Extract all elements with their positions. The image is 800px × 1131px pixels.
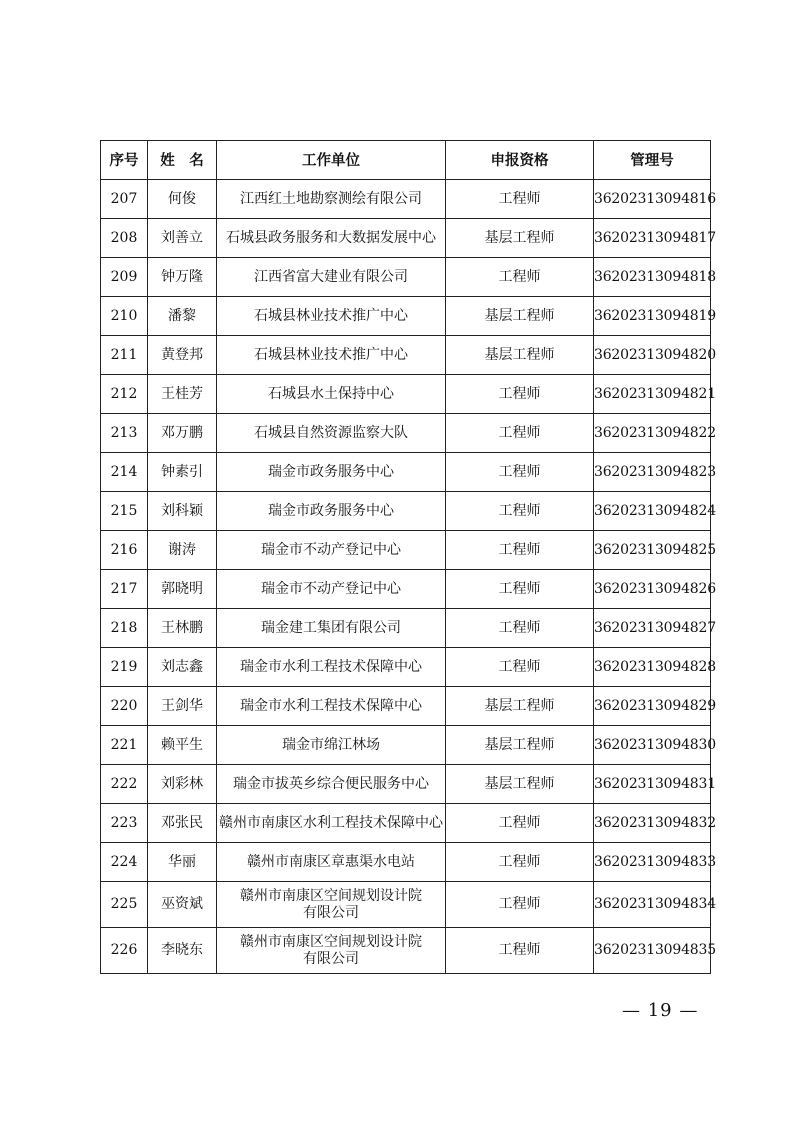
unit-line: 石城县政务服务和大数据发展中心 [226,229,436,246]
seq-cell: 211 [101,336,148,375]
table-header-row [101,141,711,180]
unit-cell [217,375,446,414]
unit-line: 瑞金市绵江林场 [282,736,380,753]
seq-cell: 226 [101,928,148,974]
table-row [101,843,711,882]
unit-cell [217,336,446,375]
name-cell: 谢涛 [148,531,217,570]
unit-line: 赣州市南康区空间规划设计院 [240,933,422,950]
qualification-cell: 工程师 [446,570,594,609]
id-cell: 36202313094828 [594,648,711,687]
qualification-cell: 工程师 [446,492,594,531]
unit-line: 江西省富大建业有限公司 [254,268,408,285]
name-cell: 邓张民 [148,804,217,843]
qualification-cell: 工程师 [446,258,594,297]
unit-line: 瑞金市拔英乡综合便民服务中心 [233,775,429,792]
table-row [101,414,711,453]
name-cell: 刘科颖 [148,492,217,531]
qualification-cell: 工程师 [446,375,594,414]
table-row [101,219,711,258]
name-cell: 邓万鹏 [148,414,217,453]
unit-line: 有限公司 [303,950,359,967]
unit-cell [217,453,446,492]
id-cell: 36202313094825 [594,531,711,570]
qualification-cell: 基层工程师 [446,687,594,726]
unit-cell [217,687,446,726]
name-cell: 赖平生 [148,726,217,765]
id-cell: 36202313094829 [594,687,711,726]
seq-cell: 218 [101,609,148,648]
qualification-cell: 工程师 [446,414,594,453]
id-cell: 36202313094823 [594,453,711,492]
seq-cell: 224 [101,843,148,882]
unit-line: 石城县林业技术推广中心 [254,307,408,324]
qualification-cell: 工程师 [446,531,594,570]
id-cell: 36202313094832 [594,804,711,843]
unit-cell [217,726,446,765]
unit-line: 瑞金市政务服务中心 [268,502,394,519]
seq-cell: 225 [101,882,148,928]
unit-line: 石城县水土保持中心 [268,385,394,402]
header-unit: 工作单位 [217,141,446,180]
id-cell: 36202313094816 [594,180,711,219]
seq-cell: 223 [101,804,148,843]
id-cell: 36202313094835 [594,928,711,974]
name-cell: 黄登邦 [148,336,217,375]
unit-line: 赣州市南康区章惠渠水电站 [247,853,415,870]
unit-cell [217,414,446,453]
name-cell: 王林鹏 [148,609,217,648]
header-name: 姓 名 [148,141,217,180]
id-cell: 36202313094826 [594,570,711,609]
table-row [101,336,711,375]
table-row [101,180,711,219]
seq-cell: 212 [101,375,148,414]
name-cell: 刘彩林 [148,765,217,804]
unit-line: 瑞金市政务服务中心 [268,463,394,480]
unit-cell [217,570,446,609]
unit-cell [217,180,446,219]
name-cell: 郭晓明 [148,570,217,609]
table-row [101,882,711,928]
seq-cell: 208 [101,219,148,258]
unit-line: 瑞金建工集团有限公司 [261,619,401,636]
unit-cell [217,765,446,804]
unit-cell [217,297,446,336]
table-body [101,180,716,974]
seq-cell: 207 [101,180,148,219]
table-row [101,570,711,609]
name-cell: 钟万隆 [148,258,217,297]
unit-line: 江西红土地勘察测绘有限公司 [240,190,422,207]
table-row [101,928,711,974]
table-row [101,375,711,414]
unit-cell [217,258,446,297]
name-cell: 王剑华 [148,687,217,726]
unit-line: 有限公司 [303,904,359,921]
name-cell: 何俊 [148,180,217,219]
seq-cell: 216 [101,531,148,570]
qualification-cell: 工程师 [446,928,594,974]
qualification-cell: 工程师 [446,180,594,219]
qualification-cell: 基层工程师 [446,336,594,375]
qualification-cell: 工程师 [446,648,594,687]
id-cell: 36202313094831 [594,765,711,804]
seq-cell: 222 [101,765,148,804]
id-cell: 36202313094822 [594,414,711,453]
unit-cell [217,648,446,687]
seq-cell: 214 [101,453,148,492]
qualification-cell: 工程师 [446,882,594,928]
roster-table [100,140,716,974]
id-cell: 36202313094834 [594,882,711,928]
unit-line: 瑞金市不动产登记中心 [261,580,401,597]
qualification-cell: 基层工程师 [446,765,594,804]
seq-cell: 217 [101,570,148,609]
unit-cell [217,219,446,258]
unit-line: 石城县林业技术推广中心 [254,346,408,363]
id-cell: 36202313094821 [594,375,711,414]
name-cell: 刘善立 [148,219,217,258]
table-row [101,297,711,336]
qualification-cell: 工程师 [446,453,594,492]
id-cell: 36202313094817 [594,219,711,258]
unit-cell [217,882,446,928]
qualification-cell: 基层工程师 [446,297,594,336]
unit-cell [217,928,446,974]
qualification-cell: 工程师 [446,843,594,882]
id-cell: 36202313094819 [594,297,711,336]
name-cell: 潘黎 [148,297,217,336]
name-cell: 李晓东 [148,928,217,974]
unit-cell [217,804,446,843]
seq-cell: 219 [101,648,148,687]
unit-cell [217,492,446,531]
unit-cell [217,609,446,648]
table-row [101,609,711,648]
seq-cell: 215 [101,492,148,531]
seq-cell: 213 [101,414,148,453]
unit-line: 石城县自然资源监察大队 [254,424,408,441]
seq-cell: 210 [101,297,148,336]
qualification-cell: 工程师 [446,609,594,648]
table-row [101,648,711,687]
id-cell: 36202313094827 [594,609,711,648]
unit-line: 瑞金市水利工程技术保障中心 [240,658,422,675]
seq-cell: 221 [101,726,148,765]
id-cell: 36202313094833 [594,843,711,882]
table-row [101,765,711,804]
qualification-cell: 基层工程师 [446,726,594,765]
table-row [101,453,711,492]
qualification-cell: 基层工程师 [446,219,594,258]
table-row [101,258,711,297]
header-qualification: 申报资格 [446,141,594,180]
unit-cell [217,843,446,882]
header-id: 管理号 [594,141,711,180]
unit-line: 瑞金市不动产登记中心 [261,541,401,558]
table-row [101,726,711,765]
table-row [101,804,711,843]
name-cell: 刘志鑫 [148,648,217,687]
seq-cell: 220 [101,687,148,726]
name-cell: 钟素引 [148,453,217,492]
id-cell: 36202313094820 [594,336,711,375]
unit-cell [217,531,446,570]
qualification-cell: 工程师 [446,804,594,843]
unit-line: 瑞金市水利工程技术保障中心 [240,697,422,714]
id-cell: 36202313094824 [594,492,711,531]
name-cell: 王桂芳 [148,375,217,414]
seq-cell: 209 [101,258,148,297]
unit-line: 赣州市南康区水利工程技术保障中心 [219,814,443,831]
unit-line: 赣州市南康区空间规划设计院 [240,887,422,904]
name-cell: 巫资斌 [148,882,217,928]
id-cell: 36202313094830 [594,726,711,765]
table-row [101,531,711,570]
name-cell: 华丽 [148,843,217,882]
table-row [101,492,711,531]
table-row [101,687,711,726]
id-cell: 36202313094818 [594,258,711,297]
page-number: — 19 — [622,1000,699,1021]
header-seq: 序号 [101,141,148,180]
